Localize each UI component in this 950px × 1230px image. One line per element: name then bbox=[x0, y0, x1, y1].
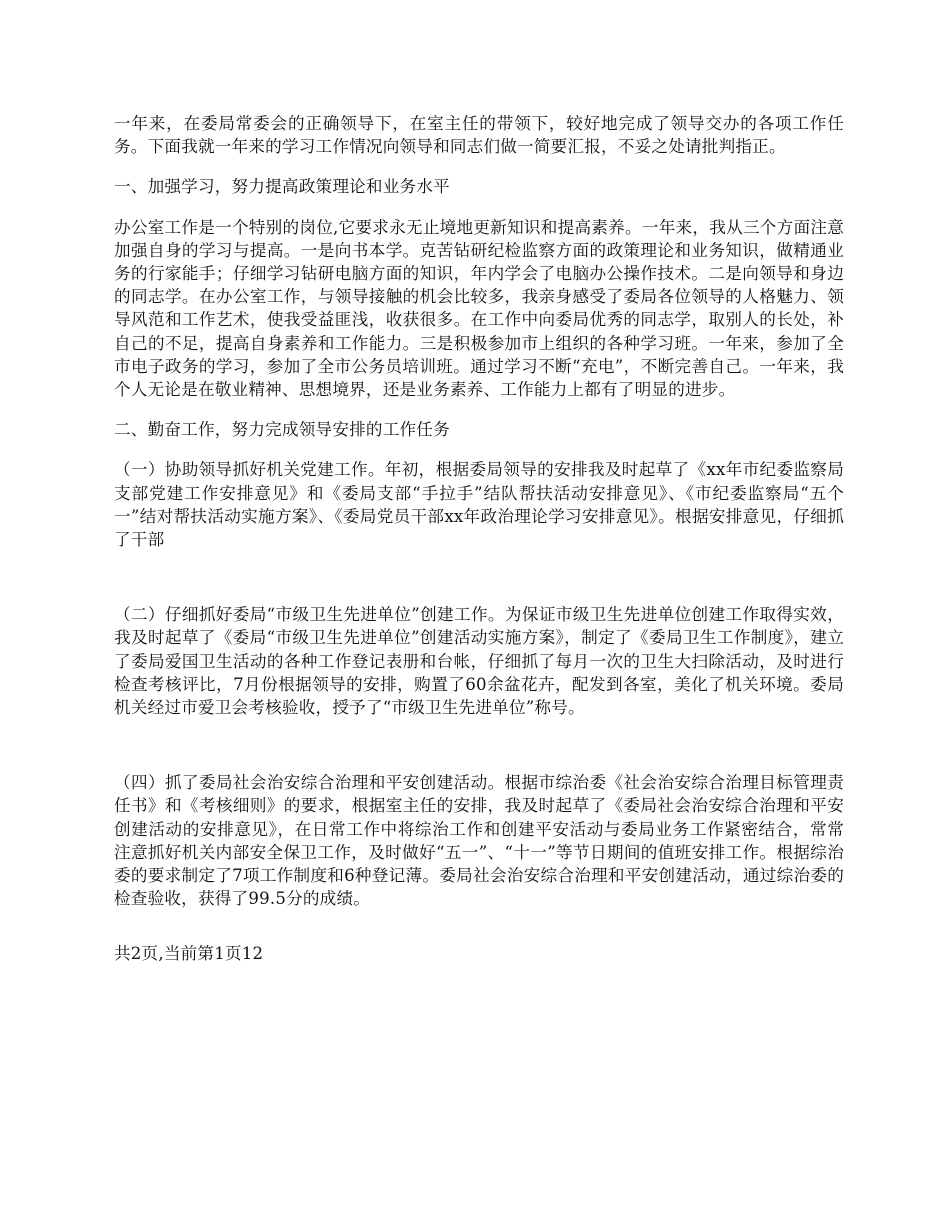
intro-paragraph: 一年来，在委局常委会的正确领导下，在室主任的带领下，较好地完成了领导交办的各项工作任务。下面我就一年来的学习工作情况向领导和同志们做一简要汇报，不妥之处请批判指正。 bbox=[114, 114, 844, 157]
hygiene-paragraph: （二）仔细抓好委局“市级卫生先进单位”创建工作。为保证市级卫生先进单位创建工作取得实效，我及时起草了《委局“市级卫生先进单位”创建活动实施方案》，制定了《委局卫生工作制度》，建立了委局爱国卫生活动的各种工作登记表册和台帐，仔细抓了每月一次的卫生大扫除活动，及时进行检查考核评比，7月份根据领导的安排，购置了60余盆花卉，配发到各室，美化了机关环境。委局机关经过市爱卫会考核验收，授予了“市级卫生先进单位”称号。 bbox=[114, 605, 844, 718]
party-building-paragraph: （一）协助领导抓好机关党建工作。年初，根据委局领导的安排我及时起草了《xx年市纪委监察局支部党建工作安排意见》和《委局支部“手拉手”结队帮扶活动安排意见》、《市纪委监察局“五个一”结对帮扶活动实施方案》、《委局党员干部xx年政治理论学习安排意见》。根据安排意见，仔细抓了干部 bbox=[114, 460, 844, 550]
section-heading-study: 一、加强学习，努力提高政策理论和业务水平 bbox=[114, 177, 450, 197]
section-heading-work: 二、勤奋工作，努力完成领导安排的工作任务 bbox=[114, 420, 450, 440]
page-footer: 共2页,当前第1页12 bbox=[114, 944, 264, 964]
security-paragraph: （四）抓了委局社会治安综合治理和平安创建活动。根据市综治委《社会治安综合治理目标管理责任书》和《考核细则》的要求，根据室主任的安排，我及时起草了《委局社会治安综合治理和平安创建活动的安排意见》，在日常工作中将综治工作和创建平安活动与委局业务工作紧密结合，常常注意抓好机关内部安全保卫工作，及时做好“五一”、“十一”等节日期间的值班安排工作。根据综治委的要求制定了7项工作制度和6种登记薄。委局社会治安综合治理和平安创建活动，通过综治委的检查验收，获得了99.5分的成绩。 bbox=[114, 773, 844, 909]
document-page bbox=[114, 112, 844, 983]
study-paragraph: 办公室工作是一个特别的岗位,它要求永无止境地更新知识和提高素养。一年来，我从三个方面注意加强自身的学习与提高。一是向书本学。克苦钻研纪检监察方面的政策理论和业务知识，做精通业务的行家能手；仔细学习钻研电脑方面的知识，年内学会了电脑办公操作技术。二是向领导和身边的同志学。在办公室工作，与领导接触的机会比较多，我亲身感受了委局各位领导的人格魅力、领导风范和工作艺术，使我受益匪浅，收获很多。在工作中向委局优秀的同志学，取别人的长处，补自己的不足，提高自身素养和工作能力。三是积极参加市上组织的各种学习班。一年来，参加了全市电子政务的学习，参加了全市公务员培训班。通过学习不断“充电”，不断完善自己。一年来，我个人无论是在敬业精神、思想境界，还是业务素养、工作能力上都有了明显的进步。 bbox=[114, 217, 844, 400]
